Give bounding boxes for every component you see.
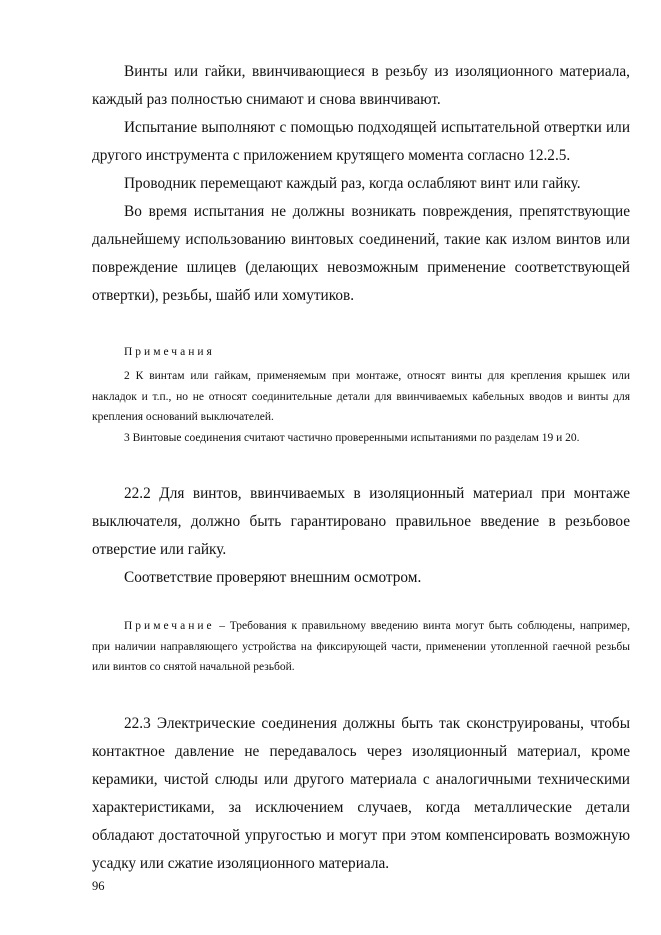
paragraph: Винты или гайки, ввинчивающиеся в резьбу из изоляционного материала, каждый раз полностью снимают и снова ввинчивают. — [92, 63, 630, 108]
note-label: Примечание — [124, 620, 215, 632]
section-22-3: 22.3 Электрические соединения должны быть так сконструированы, чтобы контактное давление не передавалось через изоляционный материал, кроме керамики, чистой слюды или другого материала с аналогичными техническими характеристиками, за исключением случаев, когда металлические детали обладают достаточной упругостью и могут при этом компенсировать возможную усадку или сжатие изоляционного материала. — [92, 714, 630, 872]
note-text: – Требования к правильному введению винта могут быть соблюдены, например, при наличии направляющего устройства на фиксирующей части, применении утопленной гаечной резьбы или винтов со снятой начальной резьбой. — [92, 620, 630, 673]
paragraph: Испытание выполняют с помощью подходящей испытательной отвертки или другого инструмента с приложением крутящего момента согласно 12.2.5. — [92, 119, 630, 164]
note-single — [92, 616, 630, 678]
notes-title: Примечания — [124, 346, 215, 358]
paragraph: Проводник перемещают каждый раз, когда ослабляют винт или гайку. — [124, 175, 581, 192]
notes-section — [92, 344, 630, 448]
document-page — [92, 58, 630, 878]
paragraph: Соответствие проверяют внешним осмотром. — [124, 569, 422, 586]
note-item: 2 К винтам или гайкам, применяемым при монтаже, относят винты для крепления крышек или накладок и т.п., но не относят соединительные детали для ввинчиваемых кабельных вводов и винты для крепления оснований выключателей. — [92, 370, 630, 423]
paragraph: Во время испытания не должны возникать повреждения, препятствующие дальнейшему использованию винтовых соединений, такие как излом винтов или повреждение шлицев (делающих невозможным применение соответствующей отвертки), резьбы, шайб или хомутиков. — [92, 203, 630, 304]
section-22-2: 22.2 Для винтов, ввинчиваемых в изоляционный материал при монтаже выключателя, должно быть гарантировано правильное введение в резьбовое отверстие или гайку. — [92, 485, 630, 558]
note-item: 3 Винтовые соединения считают частично проверенными испытаниями по разделам 19 и 20. — [124, 431, 580, 444]
page-number: 96 — [92, 879, 105, 893]
